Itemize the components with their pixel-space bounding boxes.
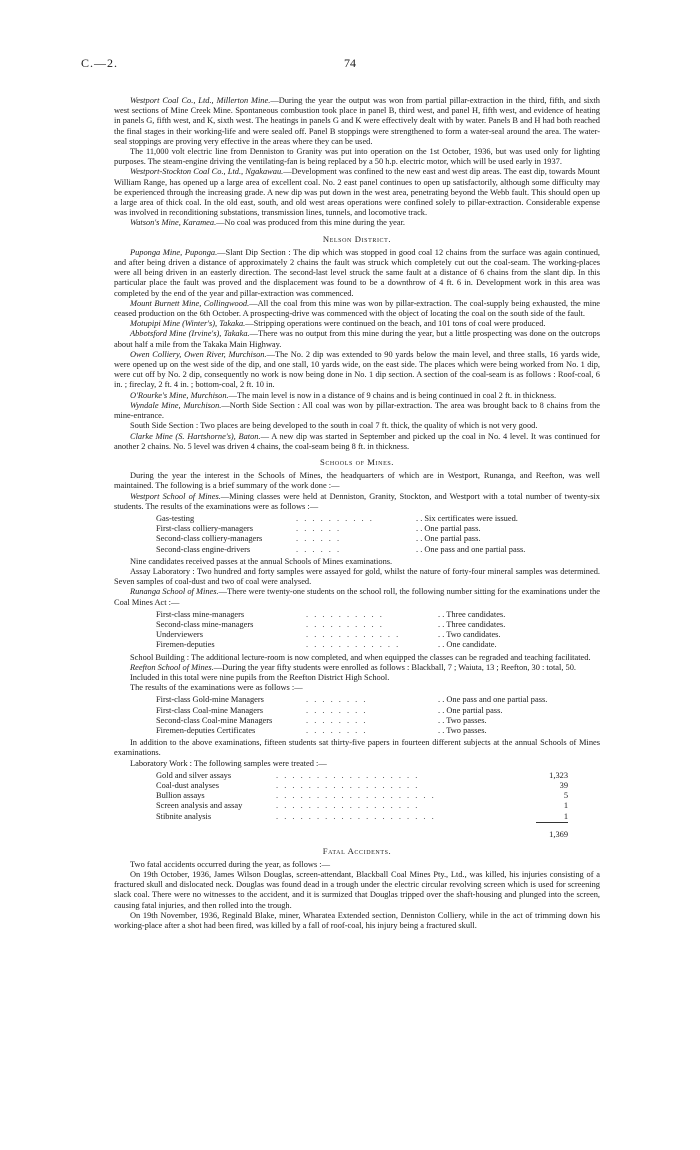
paragraph-text: —Mining classes were held at Denniston, Granity, Stockton, and Westport with a total number of twenty-six students. The results of the examinations were as follows :— xyxy=(114,491,600,511)
paragraph-text: —Stripping operations were continued on the beach, and 101 tons of coal were produced. xyxy=(245,319,546,329)
reefton-results-table xyxy=(156,695,556,736)
paragraph-text: —The No. 2 dip was extended to 90 yards below the main level, and three stalls, 16 yards wide, were opened up on the west side of the dip, and one stall, 10 yards wide, on the east side. The places which were being worked from No. 1 dip, were cut off by No. 2 dip, consequently no work is now being done in No. 1 dip section. A section of the coal-seam is as follows : Roof-coal, 6 in. ; fireclay, 2 ft. 4 in. ; bottom-coal, 2 ft. 10 in. xyxy=(114,349,600,390)
sample-type: Coal-dust analyses xyxy=(156,781,220,790)
leader-dots: . . . . . . . . . . xyxy=(306,609,384,619)
leader-dots: . . . . . . . . . . . . xyxy=(306,630,401,640)
paragraph-text: —North Side Section : All coal was won by pillar-extraction. The area was brought back to 8 chains from the mine-entrance. xyxy=(114,400,600,421)
exam-result: . . Three candidates. xyxy=(438,619,506,629)
exam-name: Underviewers xyxy=(156,630,203,640)
paragraph-text: —No coal was produced from this mine during the year. xyxy=(216,218,406,228)
paragraph-abbotsford xyxy=(114,329,600,349)
school-name: Westport School of Mines. xyxy=(130,491,221,501)
mine-name: Watson's Mine, Karamea. xyxy=(130,218,217,228)
paragraph-text: —All the coal from this mine was won by pillar-extraction. The coal-supply being exhausted, the mine ceased production on the 6th October. A prospecting-drive was commenced with the object of locating the coal on the south side of the fault. xyxy=(114,298,600,319)
exam-result: . . One partial pass. xyxy=(438,705,503,715)
paragraph-fatal-accident-2: On 19th November, 1936, Reginald Blake, miner, Wharatea Extended section, Denniston Colliery, while in the act of trimming down his working-place after a shot had been fired, was killed by a fall of roof-coal, his injury being a fractured skull. xyxy=(114,910,600,930)
sample-count: 39 xyxy=(559,781,568,790)
paragraph-included: Included in this total were nine pupils from the Reefton District High School. xyxy=(130,672,390,682)
paragraph-reefton-results-intro: The results of the examinations were as follows :— xyxy=(130,683,303,693)
paragraph-school-building: School Building : The additional lecture-room is now completed, and when equipped the classes can be regraded and teaching facilitated. xyxy=(130,652,591,662)
paragraph-text: — A new dip was started in September and picked up the coal in No. 4 level. It was continued for another 2 chains. No. 5 level was driven 4 chains, the coal-seam being 8 ft. in thickness. xyxy=(114,431,600,451)
section-heading-nelson: Nelson District. xyxy=(322,233,392,244)
exam-name: First-class Coal-mine Managers xyxy=(156,705,263,715)
paragraph-motupipi xyxy=(114,319,600,329)
exam-name: First-class mine-managers xyxy=(156,609,245,619)
page-number: 74 xyxy=(344,56,356,70)
table-row xyxy=(156,726,556,736)
section-heading-fatal-accidents: Fatal Accidents. xyxy=(322,845,392,856)
runanga-results-table xyxy=(156,610,556,651)
table-row xyxy=(156,812,568,823)
mine-name: Puponga Mine, Puponga. xyxy=(130,247,218,257)
leader-dots: . . . . . . . . . . . . . . . . . . xyxy=(276,801,420,811)
exam-name: Second-class Coal-mine Managers xyxy=(156,715,273,725)
table-row xyxy=(156,640,556,650)
leader-dots: . . . . . . . . . . . . . . . . . . . . xyxy=(276,791,436,801)
table-row xyxy=(156,620,556,630)
paragraph-watson xyxy=(114,218,600,228)
table-row xyxy=(156,781,568,791)
exam-name: Second-class engine-drivers xyxy=(156,544,251,554)
leader-dots: . . . . . . xyxy=(296,524,342,534)
mine-name: Westport Coal Co., Ltd., Millerton Mine. xyxy=(130,96,271,105)
exam-name: Gas-testing xyxy=(156,513,195,523)
table-row xyxy=(156,545,536,555)
leader-dots: . . . . . . . . xyxy=(306,715,368,725)
paragraph-text: —During the year fifty students were enrolled as follows : Blackball, 7 ; Waiuta, 13 ; Reefton, 30 : total, 50. xyxy=(213,662,576,672)
exam-name: Firemen-deputies xyxy=(156,640,215,650)
mine-name: Motupipi Mine (Winter's), Takaka. xyxy=(130,319,246,329)
paragraph-clarke xyxy=(114,432,600,452)
leader-dots: . . . . . . . . . . . . xyxy=(306,640,401,650)
section-heading-schools: Schools of Mines. xyxy=(319,456,395,467)
exam-result: . . One pass and one partial pass. xyxy=(416,544,526,554)
paragraph-reefton-school xyxy=(114,663,600,673)
paragraph-mount-burnett xyxy=(114,299,600,319)
paragraph-text: —Development was confined to the new east and west dip areas. The east dip, towards Mount William Range, has opened up a large area of excellent coal. No. 2 east panel continues to open up satisfactorily, although some difficulty may be experienced through the increasing grade. A new dip was put down in the west area, penetrating beyond the Webb fault. This should open up a large area of thick coal. In the old east, south, and old west areas operations were confined solely to pillar-extraction. Considerable expense was involved in reconditioning substations, transmission lines, tunnels, and locomotive track. xyxy=(114,167,600,218)
mine-name: Abbotsford Mine (Irvine's), Takaka. xyxy=(130,329,250,339)
school-name: Runanga School of Mines. xyxy=(130,587,219,597)
leader-dots: . . . . . . . . . . . . . . . . . . xyxy=(276,770,420,780)
paragraph-text: —Slant Dip Section : The dip which was stopped in good coal 12 chains from the surface was again continued, and after being driven a distance of approximately 2 chains the fault was struck which completely cut out the coal-seam. The working-places were all being driven in an easterly direction. The second-last level struck the same fault at a distance of 6 chains from the slant dip. In this particular place the fault was proved and the displacement was found to be a downthrow of 4 ft. 6 in. Development work in this area was completed by the end of the year and pillar-extraction was commenced. xyxy=(114,247,600,298)
table-row xyxy=(156,695,556,705)
report-code: C.—2. xyxy=(81,56,119,70)
leader-dots: . . . . . . . . xyxy=(306,725,368,735)
paragraph-text: —During the year the output was won from partial pillar-extraction in the third, fifth, and sixth west sections of Mine Creek Mine. Spontaneous combustion took place in panel B, third west, and panel H, fifth west, and evidence of heating in panels G, fifth west, and K, sixth west. The heatings in panels G and K were effectively dealt with by water. Panels B and H had both reached the final stages in their working-life and were sealed off. Panel B stoppings were strengthened to form a water-seal around the area. The water-seal stoppings are proving very effective in the areas where they can be used. xyxy=(114,96,600,146)
mine-name: Owen Colliery, Owen River, Murchison. xyxy=(130,349,267,359)
table-row xyxy=(156,801,568,811)
paragraph-text: —There were twenty-one students on the school roll, the following number sitting for the examinations under the Coal Mines Act :— xyxy=(114,587,600,607)
westport-results-table xyxy=(156,514,536,555)
paragraph-south-side: South Side Section : Two places are being developed to the south in coal 7 ft. thick, the quality of which is not very good. xyxy=(130,421,538,431)
exam-result: . . Three candidates. xyxy=(438,609,506,619)
mine-name: Wyndale Mine, Murchison. xyxy=(130,400,222,410)
leader-dots: . . . . . . . . . . xyxy=(296,513,374,523)
leader-dots: . . . . . . . . . . . . . . . . . . . . xyxy=(276,811,436,821)
paragraph-text: —There was no output from this mine during the year, but a little prospecting was done on the outcrops about half a mile from the Takaka Main Highway. xyxy=(114,329,600,349)
paragraph-westport-stockton xyxy=(114,167,600,218)
school-name: Reefton School of Mines. xyxy=(130,662,214,672)
paragraph-assay-laboratory: Assay Laboratory : Two hundred and forty samples were assayed for gold, whilst the nature of forty-four mineral samples was determined. Seven samples of coal-dust and two of coal were analysed. xyxy=(114,566,600,587)
leader-dots: . . . . . . . . xyxy=(306,705,368,715)
page-body xyxy=(114,96,600,931)
paragraph-westport-coal xyxy=(114,96,600,147)
sample-type: Gold and silver assays xyxy=(156,770,232,780)
sample-total: 1,369 xyxy=(549,830,568,840)
table-row xyxy=(156,610,556,620)
exam-name: Second-class colliery-managers xyxy=(156,534,263,544)
page-header xyxy=(0,58,700,72)
laboratory-samples-table xyxy=(156,771,568,841)
leader-dots: . . . . . . xyxy=(296,544,342,554)
sample-type: Screen analysis and assay xyxy=(156,801,243,811)
exam-result: . . Six certificates were issued. xyxy=(416,513,518,523)
exam-result: . . Two candidates. xyxy=(438,630,501,640)
exam-name: Second-class mine-managers xyxy=(156,619,254,629)
leader-dots: . . . . . . . . . . . . . . . . . . xyxy=(276,781,420,790)
paragraph-runanga-school xyxy=(114,587,600,607)
exam-result: . . Two passes. xyxy=(438,725,487,735)
mine-name: O'Rourke's Mine, Murchison. xyxy=(130,390,229,400)
paragraph-wyndale xyxy=(114,401,600,421)
paragraph-schools-intro: During the year the interest in the Schools of Mines, the headquarters of which are in Westport, Runanga, and Reefton, was well maintained. The following is a brief summary of the work done :— xyxy=(114,471,600,491)
leader-dots: . . . . . . . . . . xyxy=(306,619,384,629)
total-row xyxy=(156,828,568,840)
paragraph-fatal-intro: Two fatal accidents occurred during the year, as follows :— xyxy=(130,859,331,869)
table-row xyxy=(156,771,568,781)
leader-dots: . . . . . . . . xyxy=(306,695,368,705)
table-row xyxy=(156,514,536,524)
exam-result: . . Two passes. xyxy=(438,715,487,725)
mine-name: Mount Burnett Mine, Collingwood. xyxy=(130,298,250,308)
paragraph-laboratory-work: Laboratory Work : The following samples were treated :— xyxy=(130,758,327,768)
sample-type: Stibnite analysis xyxy=(156,811,212,821)
exam-result: . . One partial pass. xyxy=(416,524,481,534)
exam-name: Firemen-deputies Certificates xyxy=(156,725,256,735)
leader-dots: . . . . . . xyxy=(296,534,342,544)
paragraph-fatal-accident-1: On 19th October, 1936, James Wilson Douglas, screen-attendant, Blackball Coal Mines Pty., Ltd., was killed, his injuries consisting of a fractured skull and dislocated neck. Douglas was found dead in a trough under the electric circular revolving screen which is used for screening slack coal. There were no witnesses to the accident, and it is surmized that Douglas tripped over the shaft-housing and plunged into the screen, causing fatal injuries, and then rolled into the trough. xyxy=(114,869,600,910)
paragraph-electric-line: The 11,000 volt electric line from Denniston to Granity was put into operation on the 1st October, 1936, but was used only for lighting purposes. The steam-engine driving the ventilating-fan is being replaced by a 50 h.p. electric motor, which will be used early in 1937. xyxy=(114,147,600,167)
sample-count: 1 xyxy=(563,811,568,821)
sample-count: 5 xyxy=(563,791,568,801)
table-row xyxy=(156,706,556,716)
paragraph-puponga xyxy=(114,248,600,299)
exam-result: . . One candidate. xyxy=(438,640,497,650)
mine-name: Westport-Stockton Coal Co., Ltd., Ngakawau. xyxy=(130,167,284,177)
table-row xyxy=(156,630,556,640)
sample-count: 1 xyxy=(563,801,568,811)
exam-name: First-class colliery-managers xyxy=(156,524,253,534)
sample-count: 1,323 xyxy=(549,770,568,780)
paragraph-text: —The main level is now in a distance of 9 chains and is being continued in coal 2 ft. in thickness. xyxy=(228,390,557,400)
paragraph-nine-candidates: Nine candidates received passes at the annual Schools of Mines examinations. xyxy=(130,556,393,566)
exam-name: First-class Gold-mine Managers xyxy=(156,695,264,705)
exam-result: . . One partial pass. xyxy=(416,534,481,544)
paragraph-additional-exams: In addition to the above examinations, fifteen students sat thirty-five papers in fourteen different subjects at the annual Schools of Mines examinations. xyxy=(114,738,600,758)
table-row xyxy=(156,791,568,801)
paragraph-westport-school xyxy=(114,492,600,512)
sample-type: Bullion assays xyxy=(156,791,205,801)
table-row xyxy=(156,534,536,544)
table-row xyxy=(156,716,556,726)
paragraph-owen-colliery xyxy=(114,350,600,391)
paragraph-orourke xyxy=(114,391,600,401)
table-row xyxy=(156,524,536,534)
mine-name: Clarke Mine (S. Hartshorne's), Baton. xyxy=(130,431,261,441)
exam-result: . . One pass and one partial pass. xyxy=(438,695,548,705)
